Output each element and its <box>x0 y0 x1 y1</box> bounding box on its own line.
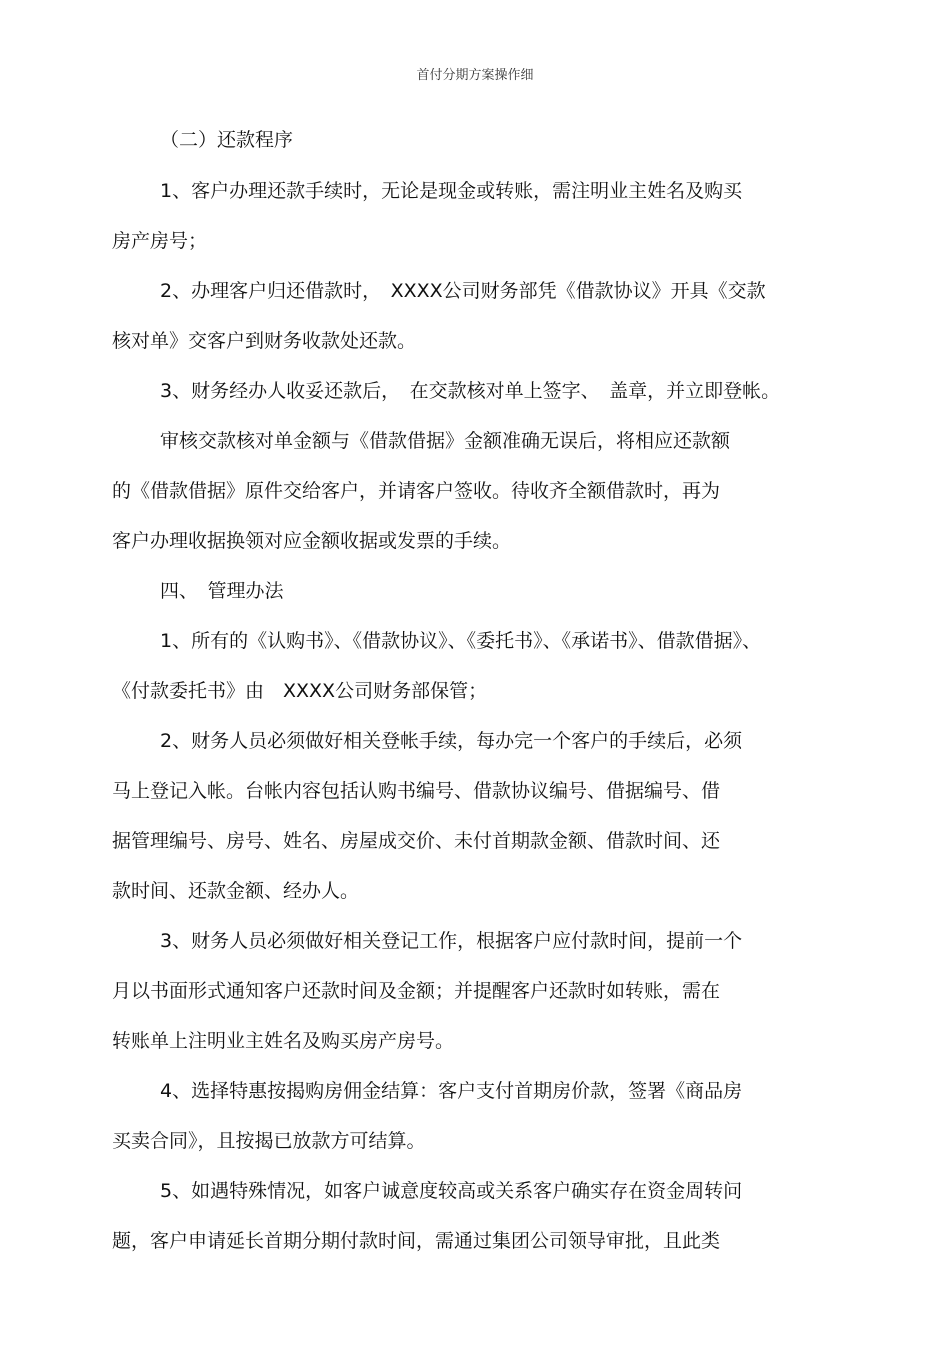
page-header-title: 首付分期方案操作细 <box>416 68 534 83</box>
paragraph-line: 款时间、还款金额、经办人。 <box>112 880 360 902</box>
paragraph-line: 房产房号； <box>112 230 208 252</box>
paragraph-line: 3、财务经办人收妥还款后， 在交款核对单上签字、 盖章，并立即登帐。 <box>160 380 781 402</box>
paragraph-line: 客户办理收据换领对应金额收据或发票的手续。 <box>112 530 512 552</box>
section-heading-management: 四、 管理办法 <box>160 580 284 602</box>
paragraph-line: 的《借款借据》原件交给客户，并请客户签收。待收齐全额借款时，再为 <box>112 480 721 502</box>
paragraph-line: 题，客户申请延长首期分期付款时间，需通过集团公司领导审批，且此类 <box>112 1230 721 1252</box>
paragraph-line: 据管理编号、房号、姓名、房屋成交价、未付首期款金额、借款时间、还 <box>112 830 721 852</box>
paragraph-line: 2、财务人员必须做好相关登帐手续，每办完一个客户的手续后，必须 <box>160 730 743 752</box>
section-heading-repayment: （二）还款程序 <box>160 129 294 151</box>
paragraph-line: 核对单》交客户到财务收款处还款。 <box>112 330 417 352</box>
paragraph-line: 1、所有的《认购书》、《借款协议》、《委托书》、《承诺书》、借款借据》、 <box>160 630 762 652</box>
paragraph-line: 月以书面形式通知客户还款时间及金额；并提醒客户还款时如转账，需在 <box>112 980 721 1002</box>
paragraph-line: 转账单上注明业主姓名及购买房产房号。 <box>112 1030 455 1052</box>
paragraph-line: 审核交款核对单金额与《借款借据》金额准确无误后，将相应还款额 <box>160 430 731 452</box>
paragraph-line: 2、办理客户归还借款时， XXXX公司财务部凭《借款协议》开具《交款 <box>160 280 766 302</box>
paragraph-line: 《付款委托书》由 XXXX公司财务部保管； <box>112 680 488 702</box>
paragraph-line: 马上登记入帐。台帐内容包括认购书编号、借款协议编号、借据编号、借 <box>112 780 721 802</box>
paragraph-line: 5、如遇特殊情况，如客户诚意度较高或关系客户确实存在资金周转问 <box>160 1180 743 1202</box>
paragraph-line: 4、选择特惠按揭购房佣金结算：客户支付首期房价款，签署《商品房 <box>160 1080 743 1102</box>
paragraph-line: 1、客户办理还款手续时，无论是现金或转账，需注明业主姓名及购买 <box>160 180 743 202</box>
paragraph-line: 3、财务人员必须做好相关登记工作，根据客户应付款时间，提前一个 <box>160 930 743 952</box>
paragraph-line: 买卖合同》，且按揭已放款方可结算。 <box>112 1130 426 1152</box>
